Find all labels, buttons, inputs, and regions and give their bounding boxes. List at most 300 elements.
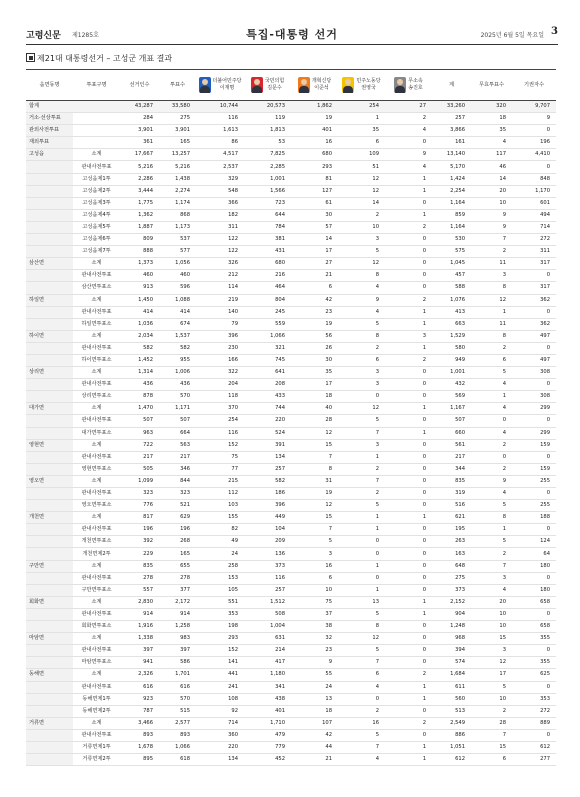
value-cell: 401 (244, 705, 291, 717)
table-row (26, 488, 556, 500)
value-cell: 1,512 (244, 596, 291, 608)
table-row (26, 221, 556, 233)
value-cell: 507 (159, 415, 196, 427)
value-cell: 1,066 (159, 741, 196, 753)
value-cell: 355 (512, 633, 556, 645)
region-cell (26, 354, 73, 366)
value-cell: 714 (512, 221, 556, 233)
value-cell: 9 (471, 475, 512, 487)
value-cell: 0 (385, 463, 432, 475)
value-cell: 263 (432, 536, 471, 548)
value-cell: 2 (471, 439, 512, 451)
table-row (26, 645, 556, 657)
value-cell: 355 (512, 657, 556, 669)
article-title (26, 53, 172, 64)
region-cell: 구만면 (26, 560, 73, 572)
value-cell: 5 (338, 608, 385, 620)
value-cell: 277 (512, 754, 556, 766)
value-cell: 414 (159, 306, 196, 318)
value-cell: 0 (512, 342, 556, 354)
value-cell: 1,450 (120, 294, 159, 306)
value-cell: 2 (471, 548, 512, 560)
value-cell: 0 (385, 137, 432, 149)
value-cell: 2 (385, 717, 432, 729)
table-row (26, 754, 556, 766)
value-cell: 923 (120, 693, 159, 705)
region-cell (26, 342, 73, 354)
value-cell: 0 (512, 488, 556, 500)
value-cell: 745 (244, 354, 291, 366)
value-cell: 0 (385, 633, 432, 645)
value-cell: 319 (432, 488, 471, 500)
value-cell: 14 (291, 234, 338, 246)
value-cell: 258 (196, 560, 244, 572)
region-cell (26, 427, 73, 439)
value-cell: 6 (338, 669, 385, 681)
region-cell: 삼산면 (26, 258, 73, 270)
value-cell: 616 (120, 681, 159, 693)
table-row (26, 234, 556, 246)
value-cell: 413 (432, 306, 471, 318)
value-cell: 1 (385, 427, 432, 439)
value-cell: 1,164 (432, 221, 471, 233)
value-cell: 166 (196, 354, 244, 366)
region-cell: 합계 (26, 101, 73, 113)
table-row (26, 524, 556, 536)
value-cell: 1 (385, 512, 432, 524)
value-cell: 217 (120, 451, 159, 463)
value-cell: 159 (512, 439, 556, 451)
value-cell: 6 (338, 137, 385, 149)
candidate-header (385, 70, 432, 101)
table-row (26, 149, 556, 161)
region-cell (26, 500, 73, 512)
value-cell: 955 (159, 354, 196, 366)
value-cell: 5 (338, 246, 385, 258)
value-cell: 198 (196, 621, 244, 633)
value-cell: 4 (471, 488, 512, 500)
value-cell: 278 (159, 572, 196, 584)
value-cell: 0 (512, 608, 556, 620)
value-cell: 1,684 (432, 669, 471, 681)
value-cell: 27 (291, 258, 338, 270)
value-cell: 787 (120, 705, 159, 717)
value-cell: 10 (471, 621, 512, 633)
value-cell: 663 (432, 318, 471, 330)
value-cell: 8 (338, 330, 385, 342)
table-row (26, 173, 556, 185)
value-cell: 8 (338, 621, 385, 633)
value-cell: 559 (244, 318, 291, 330)
value-cell: 414 (120, 306, 159, 318)
value-cell: 362 (512, 318, 556, 330)
value-cell: 114 (196, 282, 244, 294)
table-row (26, 705, 556, 717)
precinct-cell: 소계 (73, 512, 120, 524)
value-cell: 601 (512, 197, 556, 209)
value-cell: 4 (471, 379, 512, 391)
value-cell: 165 (159, 137, 196, 149)
value-cell: 107 (291, 717, 338, 729)
value-cell: 2 (471, 705, 512, 717)
precinct-cell: 거류면제1투 (73, 741, 120, 753)
region-cell: 고성읍 (26, 149, 73, 161)
value-cell: 983 (159, 633, 196, 645)
precinct-cell: 동해면제1투 (73, 693, 120, 705)
value-cell: 320 (471, 101, 512, 113)
value-cell: 17 (291, 246, 338, 258)
table-row (26, 512, 556, 524)
value-cell: 0 (338, 548, 385, 560)
value-cell: 1,470 (120, 403, 159, 415)
region-cell (26, 584, 73, 596)
region-cell (26, 318, 73, 330)
region-cell: 개천면 (26, 512, 73, 524)
region-cell: 회화면 (26, 596, 73, 608)
value-cell: 1,529 (432, 330, 471, 342)
value-cell: 3,866 (432, 125, 471, 137)
value-cell: 2,830 (120, 596, 159, 608)
region-cell (26, 282, 73, 294)
table-row (26, 197, 556, 209)
precinct-cell: 소계 (73, 149, 120, 161)
value-cell: 12 (338, 185, 385, 197)
region-cell: 거류면 (26, 717, 73, 729)
candidate-header (338, 70, 385, 101)
value-cell: 0 (512, 161, 556, 173)
value-cell: 10 (291, 584, 338, 596)
value-cell: 888 (120, 246, 159, 258)
value-cell: 116 (196, 427, 244, 439)
table-row (26, 572, 556, 584)
value-cell: 370 (196, 403, 244, 415)
value-cell: 353 (196, 608, 244, 620)
precinct-cell: 고성읍제6투 (73, 234, 120, 246)
value-cell: 2,034 (120, 330, 159, 342)
value-cell: 570 (159, 391, 196, 403)
value-cell: 5 (471, 536, 512, 548)
value-cell: 582 (159, 342, 196, 354)
value-cell: 396 (244, 500, 291, 512)
precinct-cell: 관내사전투표 (73, 342, 120, 354)
value-cell: 57 (291, 221, 338, 233)
value-cell: 14 (471, 173, 512, 185)
section-title: 특집-대통령 선거 (246, 28, 338, 41)
region-cell (26, 209, 73, 221)
value-cell: 12 (338, 403, 385, 415)
value-cell: 13 (338, 596, 385, 608)
value-cell: 680 (244, 258, 291, 270)
value-cell: 744 (244, 403, 291, 415)
value-cell: 582 (244, 475, 291, 487)
value-cell: 714 (196, 717, 244, 729)
region-cell: 하이면 (26, 330, 73, 342)
value-cell: 75 (196, 451, 244, 463)
value-cell: 311 (512, 246, 556, 258)
value-cell: 12 (338, 633, 385, 645)
value-cell: 878 (120, 391, 159, 403)
value-cell: 2 (338, 705, 385, 717)
value-cell: 44 (291, 741, 338, 753)
value-cell: 914 (159, 608, 196, 620)
value-cell: 1,775 (120, 197, 159, 209)
value-cell: 322 (196, 367, 244, 379)
value-cell: 5 (338, 415, 385, 427)
value-cell: 1,438 (159, 173, 196, 185)
precinct-cell: 관내사전투표 (73, 645, 120, 657)
value-cell: 1,036 (120, 318, 159, 330)
value-cell: 35 (291, 367, 338, 379)
value-cell: 360 (196, 729, 244, 741)
value-cell: 0 (385, 234, 432, 246)
value-cell: 570 (159, 693, 196, 705)
value-cell: 859 (432, 209, 471, 221)
candidate-party: 더불어민주당 (212, 78, 242, 84)
value-cell: 217 (432, 451, 471, 463)
value-cell: 397 (159, 645, 196, 657)
value-cell: 229 (120, 548, 159, 560)
value-cell: 1,566 (244, 185, 291, 197)
value-cell: 6 (291, 572, 338, 584)
precinct-cell: 관내사전투표 (73, 729, 120, 741)
value-cell: 0 (512, 306, 556, 318)
value-cell: 835 (432, 475, 471, 487)
table-row (26, 584, 556, 596)
value-cell: 3,901 (159, 125, 196, 137)
value-cell: 3,444 (120, 185, 159, 197)
candidate-name: 권영국 (361, 85, 376, 91)
value-cell: 3 (471, 572, 512, 584)
value-cell: 195 (432, 524, 471, 536)
value-cell: 505 (120, 463, 159, 475)
value-cell: 2 (385, 221, 432, 233)
table-row (26, 246, 556, 258)
value-cell: 17 (471, 669, 512, 681)
value-cell: 1 (385, 306, 432, 318)
value-cell: 941 (120, 657, 159, 669)
value-cell: 0 (338, 572, 385, 584)
value-cell: 55 (291, 669, 338, 681)
region-cell (26, 463, 73, 475)
col-header-electors: 선거인수 (120, 70, 159, 101)
article-title-text: 제21대 대통령선거 – 고성군 개표 결과 (37, 54, 173, 63)
value-cell: 436 (120, 379, 159, 391)
value-cell: 8 (338, 270, 385, 282)
value-cell: 2 (338, 342, 385, 354)
value-cell: 1,710 (244, 717, 291, 729)
value-cell: 75 (291, 596, 338, 608)
value-cell: 844 (159, 475, 196, 487)
value-cell: 220 (196, 741, 244, 753)
value-cell: 1 (385, 693, 432, 705)
precinct-cell: 소계 (73, 596, 120, 608)
precinct-cell: 소계 (73, 258, 120, 270)
value-cell: 1,452 (120, 354, 159, 366)
region-cell (26, 221, 73, 233)
page-number: 3 (551, 26, 558, 37)
value-cell: 5 (338, 729, 385, 741)
value-cell: 574 (432, 657, 471, 669)
value-cell: 8 (291, 463, 338, 475)
value-cell: 723 (244, 197, 291, 209)
value-cell: 431 (244, 246, 291, 258)
table-row (26, 330, 556, 342)
value-cell: 1,006 (159, 367, 196, 379)
value-cell: 42 (291, 294, 338, 306)
value-cell: 186 (244, 488, 291, 500)
precinct-cell: 관내사전투표 (73, 270, 120, 282)
value-cell: 7 (338, 427, 385, 439)
value-cell: 209 (244, 536, 291, 548)
value-cell: 0 (512, 572, 556, 584)
value-cell: 868 (159, 209, 196, 221)
candidate-photo (199, 77, 211, 93)
value-cell: 1,056 (159, 258, 196, 270)
value-cell: 1 (385, 741, 432, 753)
value-cell: 660 (432, 427, 471, 439)
value-cell: 586 (159, 657, 196, 669)
value-cell: 284 (120, 113, 159, 125)
value-cell: 6 (471, 354, 512, 366)
region-cell (26, 415, 73, 427)
value-cell: 433 (244, 391, 291, 403)
table-row (26, 608, 556, 620)
value-cell: 1,338 (120, 633, 159, 645)
value-cell: 507 (432, 415, 471, 427)
value-cell: 2 (385, 113, 432, 125)
value-cell: 42 (291, 729, 338, 741)
table-row (26, 185, 556, 197)
candidate-photo (342, 77, 354, 93)
precinct-cell: 영현면투표소 (73, 463, 120, 475)
value-cell: 245 (244, 306, 291, 318)
value-cell: 13,140 (432, 149, 471, 161)
value-cell: 513 (432, 705, 471, 717)
region-cell (26, 161, 73, 173)
value-cell: 116 (196, 113, 244, 125)
value-cell: 10,744 (196, 101, 244, 113)
value-cell: 3,466 (120, 717, 159, 729)
value-cell: 1 (338, 584, 385, 596)
value-cell: 2 (471, 463, 512, 475)
candidate-party: 민주노동당 (356, 78, 381, 84)
table-row (26, 536, 556, 548)
value-cell: 21 (291, 754, 338, 766)
value-cell: 1,004 (244, 621, 291, 633)
value-cell: 9 (338, 294, 385, 306)
value-cell: 1,813 (244, 125, 291, 137)
value-cell: 0 (385, 379, 432, 391)
candidate-party: 무소속 (408, 78, 423, 84)
value-cell: 1 (338, 512, 385, 524)
col-header-total: 계 (432, 70, 471, 101)
table-row (26, 306, 556, 318)
value-cell: 0 (471, 451, 512, 463)
value-cell: 308 (512, 391, 556, 403)
table-row (26, 548, 556, 560)
value-cell: 0 (385, 572, 432, 584)
value-cell: 1,099 (120, 475, 159, 487)
value-cell: 8 (471, 282, 512, 294)
value-cell: 1,613 (196, 125, 244, 137)
value-cell: 516 (432, 500, 471, 512)
value-cell: 28 (471, 717, 512, 729)
value-cell: 3 (338, 379, 385, 391)
value-cell: 1 (385, 608, 432, 620)
table-row (26, 729, 556, 741)
value-cell: 353 (512, 693, 556, 705)
precinct-cell: 관내사전투표 (73, 488, 120, 500)
value-cell: 2 (471, 246, 512, 258)
value-cell: 30 (291, 209, 338, 221)
precinct-cell: 관내사전투표 (73, 572, 120, 584)
value-cell: 1,001 (244, 173, 291, 185)
value-cell: 2,254 (432, 185, 471, 197)
value-cell: 618 (159, 754, 196, 766)
value-cell: 674 (159, 318, 196, 330)
value-cell: 61 (291, 197, 338, 209)
value-cell: 12 (291, 500, 338, 512)
table-row (26, 681, 556, 693)
region-cell: 관외사전투표 (26, 125, 73, 137)
table-row (26, 657, 556, 669)
precinct-cell: 관내사전투표 (73, 306, 120, 318)
value-cell: 278 (120, 572, 159, 584)
value-cell: 17 (291, 379, 338, 391)
table-row (26, 391, 556, 403)
table-row (26, 113, 556, 125)
candidate-header (291, 70, 338, 101)
value-cell: 241 (196, 681, 244, 693)
candidate-name: 이준석 (314, 85, 329, 91)
precinct-cell: 관내사전투표 (73, 524, 120, 536)
precinct-cell: 관내사전투표 (73, 608, 120, 620)
value-cell: 3 (338, 234, 385, 246)
precinct-cell: 동해면제2투 (73, 705, 120, 717)
region-cell: 상리면 (26, 367, 73, 379)
value-cell: 515 (159, 705, 196, 717)
value-cell: 1,701 (159, 669, 196, 681)
value-cell: 4 (471, 584, 512, 596)
value-cell: 968 (432, 633, 471, 645)
value-cell: 457 (432, 270, 471, 282)
value-cell: 2 (338, 488, 385, 500)
value-cell: 311 (196, 221, 244, 233)
value-cell: 81 (291, 173, 338, 185)
precinct-cell: 구만면투표소 (73, 584, 120, 596)
table-row (26, 415, 556, 427)
precinct-cell: 소계 (73, 294, 120, 306)
value-cell: 1 (385, 173, 432, 185)
value-cell: 79 (196, 318, 244, 330)
value-cell: 394 (432, 645, 471, 657)
value-cell: 548 (196, 185, 244, 197)
value-cell: 344 (432, 463, 471, 475)
value-cell: 92 (196, 705, 244, 717)
value-cell: 134 (244, 451, 291, 463)
precinct-cell: 관내사전투표 (73, 415, 120, 427)
value-cell: 366 (196, 197, 244, 209)
value-cell: 3 (471, 270, 512, 282)
value-cell: 293 (196, 633, 244, 645)
value-cell: 9 (385, 149, 432, 161)
value-cell: 0 (512, 415, 556, 427)
value-cell: 963 (120, 427, 159, 439)
value-cell: 569 (432, 391, 471, 403)
value-cell: 0 (385, 475, 432, 487)
precinct-cell: 삼산면투표소 (73, 282, 120, 294)
table-row (26, 209, 556, 221)
